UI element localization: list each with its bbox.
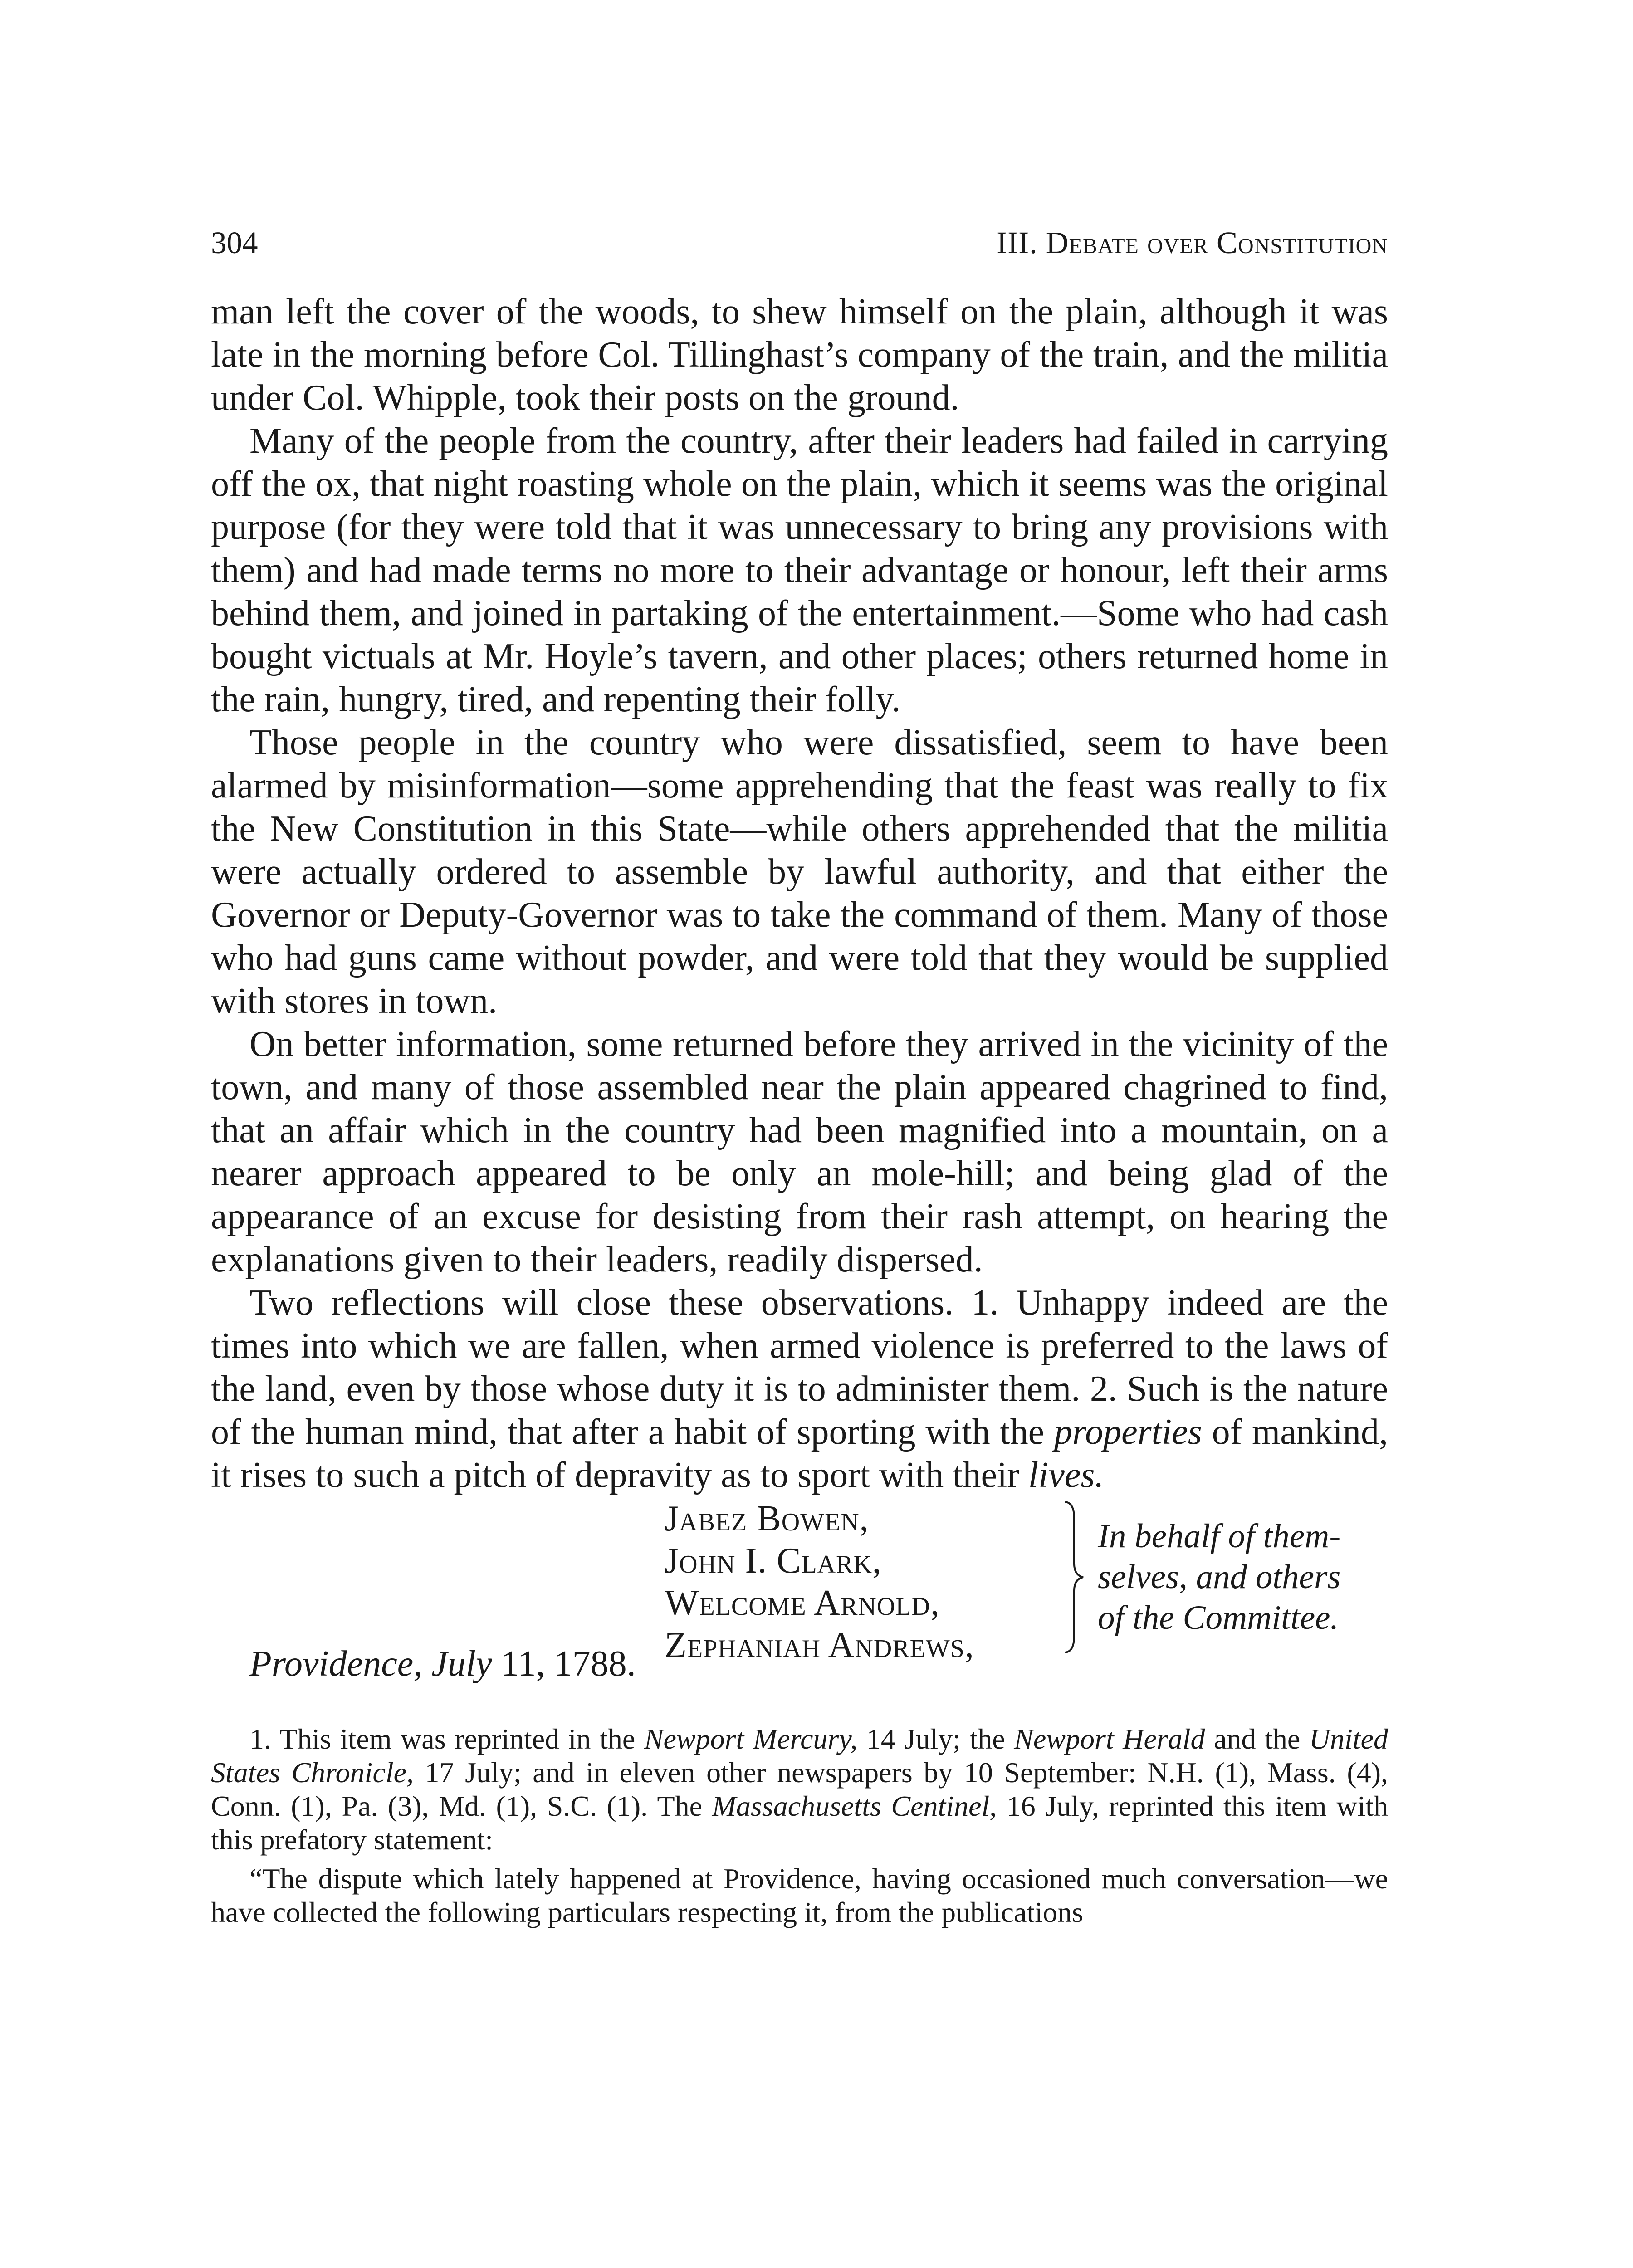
footnote-text: 14 July; the [857,1723,1014,1755]
signers-list [665,1498,974,1667]
emphasis-properties: properties [1054,1412,1202,1452]
signer-name: Jabez Bowen, [665,1499,869,1539]
footnote-text: 17 July; and in eleven other newspapers by 10 September: N.H. (1), Mass. (4), Conn. (1), Pa. (3), Md. (1), S.C. (1). The [211,1756,1389,1822]
signer-name: Zephaniah Andrews, [665,1625,974,1665]
running-head [211,222,1388,263]
footnotes [211,1722,1388,1929]
dateline-place: Providence, July [249,1644,492,1684]
paragraph-5-text-c: of mankind, it rises to such a pitch of depravity as to sport with their [211,1412,1389,1495]
footnote-text: 1. This item was reprinted in the [249,1723,644,1755]
running-title: III. Debate over Constitution [997,225,1388,260]
footnote-quote: “The dispute which lately happened at Providence, having occasioned much conversation—we have collected the following particulars respecting it, from the publications [211,1862,1388,1928]
behalf-note [1098,1516,1415,1638]
emphasis-lives: lives. [1028,1455,1104,1495]
document-page [211,222,1388,1929]
newspaper-title: United States Chronicle, [211,1723,1388,1789]
signer-name: Welcome Arnold, [665,1583,940,1623]
paragraph-5-text-a: Two reflections will close these observations. 1. Unhappy indeed are the times into which we are fallen, when armed violence is preferred to the laws of the land, even by those whose duty it is to administer them. 2. Such is the nature of the human mind, that after a habit of sporting with the [211,1283,1388,1452]
paragraph-4: On better information, some returned before they arrived in the vicinity of the town, and many of those assembled near the plain appeared chagrined to find, that an affair which in the country had been magnified into a mountain, on a nearer approach appeared to be only an mole-hill; and being glad of the appearance of an excuse for desisting from their rash attempt, on hearing the explanations given to their leaders, readily dispersed. [211,1024,1388,1280]
dateline [249,1643,636,1685]
behalf-line: selves, and others [1098,1558,1341,1596]
newspaper-title: Newport Mercury, [644,1723,858,1755]
right-brace [1061,1500,1089,1654]
behalf-line: In behalf of them- [1098,1517,1341,1555]
paragraph-3: Those people in the country who were dissatisfied, seem to have been alarmed by misinformation—some apprehending that the feast was really to fix the New Constitution in this State—while others apprehended that the militia were actually ordered to assemble by lawful authority, and that either the Governor or Deputy-Governor was to take the command of them. Many of those who had guns came without powder, and were told that they would be supplied with stores in town. [211,723,1388,1021]
body-text [211,290,1388,1497]
newspaper-title: Newport Herald [1014,1723,1205,1755]
footnote-1 [211,1722,1388,1857]
newspaper-title: Massachusetts Centinel, [712,1790,997,1822]
behalf-line: of the Committee. [1098,1599,1339,1637]
page-number: 304 [211,225,258,260]
signature-block [211,1498,1388,1684]
paragraph-1: man left the cover of the woods, to shew himself on the plain, although it was late in the morning before Col. Tillinghast’s company of the train, and the militia under Col. Whipple, took their posts on the ground. [211,292,1388,418]
footnote-text: and the [1205,1723,1309,1755]
dateline-date: 11, 1788. [492,1644,636,1684]
paragraph-5 [211,1281,1388,1497]
signer-name: John I. Clark, [665,1541,882,1581]
paragraph-2: Many of the people from the country, after their leaders had failed in carrying off the ox, that night roasting whole on the plain, which it seems was the original purpose (for they were told that it was unnecessary to bring any provisions with them) and had made terms no more to their advantage or honour, left their arms behind them, and joined in partaking of the entertainment.—Some who had cash bought victuals at Mr. Hoyle’s tavern, and other places; others returned home in the rain, hungry, tired, and repenting their folly. [211,421,1388,719]
footnote-text: 16 July, reprinted this item with this prefatory statement: [211,1790,1389,1856]
